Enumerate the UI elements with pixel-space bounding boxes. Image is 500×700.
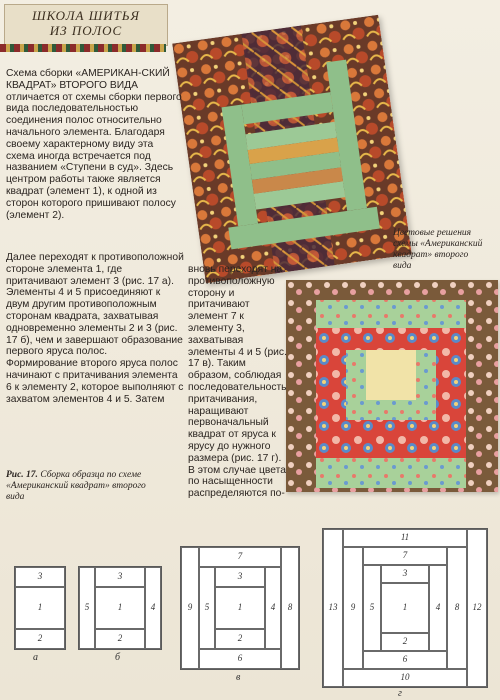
diagram-letter: а: [33, 652, 38, 663]
quilt-photo-1-image: [172, 15, 412, 284]
diagram-label: 6: [402, 654, 408, 664]
diagram-label: 8: [287, 602, 293, 612]
diagram-label: 2: [237, 633, 243, 643]
article-paragraph: Схема сборки «АМЕРИКАН-СКИЙ КВАДРАТ» ВТОРОГО ВИДА отличается от схемы сборки первого вида последовательностью соединения полос относительно начального элемента. Благодаря своему характерному виду эта схема иногда встречается под названием «Ступени в суд». Здесь центром работы также является квадрат (элемент 1), к одной из сторон которого пришивают полосу (элемент 2).: [6, 68, 182, 221]
quilt-photo-1: [172, 15, 412, 284]
section-title-line1: ШКОЛА ШИТЬЯ: [32, 8, 140, 23]
decorative-border: [0, 44, 166, 52]
article-column-1: [6, 68, 182, 221]
diagram-label: 5: [84, 602, 90, 612]
article-column-1-continued: [6, 252, 184, 405]
article-paragraph: В этом случае цвета по насыщенности распределяются по-: [188, 464, 286, 500]
diagram-label: 5: [204, 602, 210, 612]
diagram-label: 1: [237, 602, 243, 612]
diagram-a: [14, 566, 66, 650]
diagram-label: 2: [37, 633, 43, 643]
diagram-d: [322, 528, 488, 688]
article-paragraph: Формирование второго яруса полос начинают с притачивания элемента 6 к элементу 2, которое выполняют с захватом элементов 4 и 5. Затем: [6, 358, 184, 405]
diagram-label: 8: [454, 602, 460, 612]
quilt-photo-2-image: [286, 280, 498, 492]
diagram-letter: в: [236, 672, 241, 683]
diagram-label: 6: [237, 653, 243, 663]
diagram-label: 2: [402, 636, 408, 646]
diagram-label: 13: [328, 602, 338, 612]
diagram-label: 12: [472, 602, 482, 612]
diagram-label: 1: [37, 602, 43, 612]
diagram-label: 3: [117, 571, 123, 581]
diagram-label: 3: [37, 571, 43, 581]
diagram-label: 4: [150, 602, 156, 612]
diagram-label: 1: [117, 602, 123, 612]
diagram-label: 9: [187, 602, 193, 612]
diagram-label: 4: [270, 602, 276, 612]
diagram-label: 9: [350, 602, 356, 612]
diagram-label: 7: [237, 551, 243, 561]
figure-caption-text: Сборка образца по схеме «Американский квадрат» второго вида: [6, 470, 146, 502]
section-header: [4, 4, 168, 46]
article-paragraph: Далее переходят к противоположной стороне элемента 1, где притачивают элемент 3 (рис. 17 а). Элементы 4 и 5 присоединяют к двум другим противоположным сторонам квадрата, захватывая одновременно элементы 2 и 3 (рис. 17 б), чем и завершают образование первого яруса полос.: [6, 252, 184, 358]
diagram-letter: б: [115, 652, 121, 663]
diagram-label: 11: [400, 532, 410, 542]
diagram-label: 1: [402, 602, 408, 612]
diagram-label: 3: [402, 568, 408, 578]
diagram-b: [78, 566, 162, 650]
quilt-photo-2: [286, 280, 498, 492]
diagram-label: 2: [117, 633, 123, 643]
article-column-2: [188, 264, 290, 500]
color-caption: Цветовые решения схемы «Американский квадрат» второго вида: [393, 228, 483, 271]
section-title: [5, 8, 167, 38]
figure-caption: [6, 470, 166, 503]
diagram-label: 5: [369, 602, 375, 612]
section-title-line2: ИЗ ПОЛОС: [49, 23, 123, 38]
figure-label: Рис. 17.: [6, 470, 38, 480]
diagram-c: [180, 546, 300, 670]
diagram-letter: г: [398, 688, 402, 699]
diagram-label: 4: [435, 602, 441, 612]
article-paragraph: вновь переходят на противоположную сторону и притачивают элемент 7 к элементу 3, захватывая элементы 4 и 5 (рис. 17 в). Таким образом, соблюдая последовательность притачивания, наращивают первоначальный квадрат от яруса к ярусу до нужного размера (рис. 17 г).: [188, 264, 287, 464]
diagram-label: 3: [237, 571, 243, 581]
diagram-label: 7: [402, 550, 408, 560]
diagram-label: 10: [400, 672, 410, 682]
